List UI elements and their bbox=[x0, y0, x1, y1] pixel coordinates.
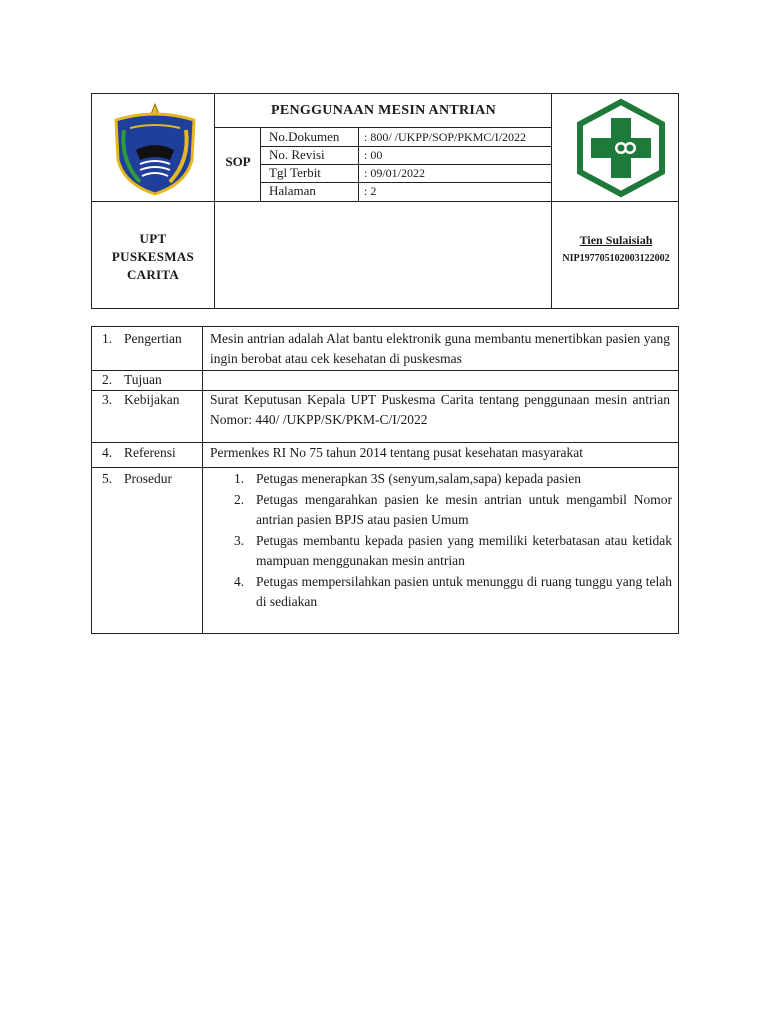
section-text: Mesin antrian adalah Alat bantu elektronik guna membantu menertibkan pasien yang ingin berobat atau cek kesehatan di puskesmas bbox=[210, 331, 670, 366]
procedure-step bbox=[210, 531, 672, 571]
sop-label: SOP bbox=[225, 154, 251, 169]
sop-content-table bbox=[91, 326, 679, 634]
content-divider bbox=[202, 327, 203, 633]
section-number: 2. bbox=[102, 372, 113, 387]
step-text: Petugas menerapkan 3S (senyum,salam,sapa) kepada pasien bbox=[256, 471, 582, 486]
section-number: 4. bbox=[102, 445, 113, 460]
section-number: 5. bbox=[102, 471, 113, 486]
sop-header-table bbox=[91, 93, 679, 309]
puskesmas-cross-icon bbox=[572, 98, 670, 198]
meta-value: : 00 bbox=[364, 148, 383, 162]
section-title: Tujuan bbox=[124, 372, 162, 387]
section-text: Surat Keputusan Kepala UPT Puskesma Carita tentang penggunaan mesin antrian Nomor: 440/ /UKPP/SK/PKM-C/I/2022 bbox=[210, 392, 670, 427]
section-title: Pengertian bbox=[124, 331, 182, 346]
meta-value: : 2 bbox=[364, 184, 377, 198]
step-text: Petugas mempersilahkan pasien untuk menunggu di ruang tunggu yang telah di sediakan bbox=[256, 574, 672, 609]
org-line: UPT bbox=[139, 231, 167, 246]
section-number: 1. bbox=[102, 331, 113, 346]
org-line: PUSKESMAS bbox=[111, 249, 195, 264]
meta-key: No. Revisi bbox=[269, 147, 325, 162]
meta-key: Tgl Terbit bbox=[269, 165, 321, 180]
step-text: Petugas membantu kepada pasien yang memiliki keterbatasan atau ketidak mampuan menggunakan mesin antrian bbox=[256, 533, 672, 568]
section-text: Permenkes RI No 75 tahun 2014 tentang pusat kesehatan masyarakat bbox=[210, 445, 584, 460]
header-divider bbox=[92, 201, 678, 202]
org-line: CARITA bbox=[126, 267, 180, 282]
section-title: Kebijakan bbox=[124, 392, 180, 407]
meta-key: No.Dokumen bbox=[269, 129, 340, 144]
regency-emblem-icon bbox=[110, 100, 200, 196]
meta-value: : 800/ /UKPP/SOP/PKMC/I/2022 bbox=[364, 130, 527, 144]
step-number: 1. bbox=[234, 471, 245, 486]
meta-key: Halaman bbox=[269, 183, 316, 198]
meta-value: : 09/01/2022 bbox=[364, 166, 426, 180]
procedure-step bbox=[210, 469, 672, 489]
procedure-step bbox=[210, 490, 672, 530]
step-number: 2. bbox=[234, 492, 245, 507]
signer-nip: NIP197705102003122002 bbox=[562, 253, 670, 264]
step-number: 4. bbox=[234, 574, 245, 589]
section-number: 3. bbox=[102, 392, 113, 407]
step-text: Petugas mengarahkan pasien ke mesin antrian untuk mengambil Nomor antrian pasien BPJS atau pasien Umum bbox=[256, 492, 672, 527]
procedure-step bbox=[210, 572, 672, 612]
row-divider bbox=[92, 370, 678, 371]
section-title: Referensi bbox=[124, 445, 176, 460]
row-divider bbox=[92, 467, 678, 468]
document-title: PENGGUNAAN MESIN ANTRIAN bbox=[271, 103, 496, 118]
signer-name: Tien Sulaisiah bbox=[579, 233, 653, 247]
procedure-list bbox=[210, 469, 672, 613]
step-number: 3. bbox=[234, 533, 245, 548]
organization-name bbox=[92, 230, 214, 284]
section-title: Prosedur bbox=[124, 471, 172, 486]
